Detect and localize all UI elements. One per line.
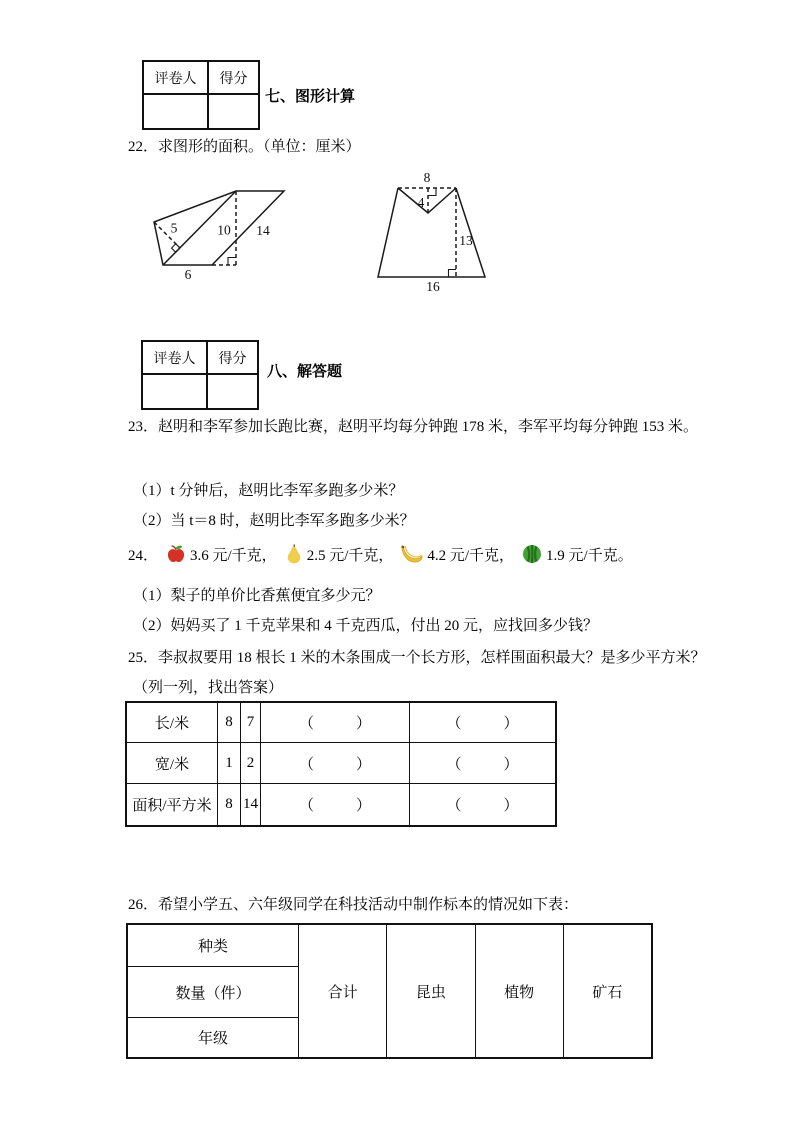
q24-price-row (128, 540, 633, 568)
q25-cell: 8 (218, 703, 241, 743)
fig1-label-10: 10 (217, 222, 231, 238)
score-blank-cell (209, 95, 258, 128)
watermelon-icon (521, 543, 543, 565)
q25-blank-cell (261, 703, 410, 743)
q24-price-watermelon: 1.9 元/千克。 (546, 547, 633, 564)
banana-icon (400, 543, 424, 565)
q25-blank-cell (410, 743, 555, 784)
score-label: 得分 (219, 71, 248, 87)
paren-close: ） (503, 756, 519, 773)
figure-quadrilateral (144, 177, 304, 295)
q25-cell: 14 (241, 784, 261, 825)
q25-cell: 2 (241, 743, 261, 784)
q26-table (126, 923, 653, 1059)
q25-note: （列一列，找出答案） (133, 680, 284, 696)
q26-header-count: 数量（件） (128, 967, 298, 1018)
paren-close: ） (356, 756, 372, 773)
paren-open: （ (446, 798, 462, 814)
q24-prefix: 24． (128, 547, 159, 564)
q26-col-insect: 昆虫 (386, 925, 474, 1057)
q26-header-grade: 年级 (197, 1031, 228, 1047)
grader-score-table-7 (142, 60, 260, 130)
q25-cell: 8 (218, 784, 241, 825)
fig2-right-angle-marker-2 (449, 270, 457, 278)
section-8-title: 八、解答题 (267, 364, 343, 380)
paren-close: ） (356, 798, 372, 814)
grader-blank-cell (144, 95, 209, 128)
q26-header-kind: 种类 (128, 925, 298, 967)
q25-blank-cell (261, 784, 410, 825)
q24-part1: （1）梨子的单价比香蕉便宜多少元？ (133, 588, 381, 604)
paren-open: （ (298, 756, 314, 773)
fig1-label-5: 5 (170, 220, 178, 236)
apple-icon (165, 543, 187, 565)
q24-price-banana: 4.2 元/千克， (427, 547, 515, 564)
q26-col-total: 合计 (298, 925, 386, 1057)
fig1-right-angle-marker-2 (228, 258, 236, 266)
fig1-label-14: 14 (256, 223, 270, 238)
q23-part1: （1）t 分钟后，赵明比李军多跑多少米？ (133, 483, 404, 499)
section-7-title: 七、图形计算 (265, 89, 356, 105)
q25-blank-cell (410, 784, 555, 825)
q25-blank-cell (261, 743, 410, 784)
q26-text: 26．希望小学五、六年级同学在科技活动中制作标本的情况如下表： (128, 897, 579, 913)
pear-icon (284, 543, 304, 565)
fig2-label-13: 13 (459, 233, 473, 248)
paren-close: ） (503, 798, 519, 814)
score-label: 得分 (218, 351, 247, 367)
paren-open: （ (446, 756, 462, 773)
fig2-notch (398, 188, 456, 213)
q24-price-pear: 2.5 元/千克， (306, 547, 394, 564)
fig2-label-16: 16 (426, 279, 440, 294)
q25-table (125, 701, 557, 827)
fig2-right-angle-marker-1 (429, 188, 437, 196)
q26-col-plant: 植物 (475, 925, 563, 1057)
q25-blank-cell (410, 703, 555, 743)
q25-cell: 1 (218, 743, 241, 784)
q23-part2: （2）当 t＝8 时，赵明比李军多跑多少米？ (133, 513, 415, 529)
fig1-label-6: 6 (184, 267, 192, 282)
q25-row-label: 面积/平方米 (127, 784, 218, 825)
q26-col-mineral: 矿石 (563, 925, 651, 1057)
figure-trapezoid (371, 171, 493, 297)
grader-label: 评卷人 (144, 62, 209, 93)
paren-close: ） (503, 716, 519, 732)
q24-part2: （2）妈妈买了 1 千克苹果和 4 千克西瓜，付出 20 元，应找回多少钱？ (133, 618, 599, 634)
grader-score-table-8 (141, 340, 259, 410)
paren-close: ） (356, 716, 372, 732)
q25-cell: 7 (241, 703, 261, 743)
paren-open: （ (446, 716, 462, 732)
score-blank-cell (208, 375, 257, 408)
fig2-label-8: 8 (423, 171, 431, 185)
paren-open: （ (298, 798, 314, 814)
grader-label: 评卷人 (143, 342, 208, 373)
fig2-label-4: 4 (417, 195, 425, 210)
q22-text: 22．求图形的面积。（单位：厘米） (128, 139, 361, 155)
q24-price-apple: 3.6 元/千克， (190, 547, 277, 564)
q25-text: 25．李叔叔要用 18 根长 1 米的木条围成一个长方形，怎样围面积最大？是多少平方米？ (128, 650, 706, 666)
q23-text: 23．赵明和李军参加长跑比赛，赵明平均每分钟跑 178 米，李军平均每分钟跑 153 米。 (128, 419, 699, 435)
paren-open: （ (298, 716, 314, 732)
grader-blank-cell (143, 375, 208, 408)
q26-header-cell (128, 925, 298, 1057)
q25-row-label: 长/米 (127, 703, 218, 743)
q25-row-label: 宽/米 (127, 743, 218, 784)
